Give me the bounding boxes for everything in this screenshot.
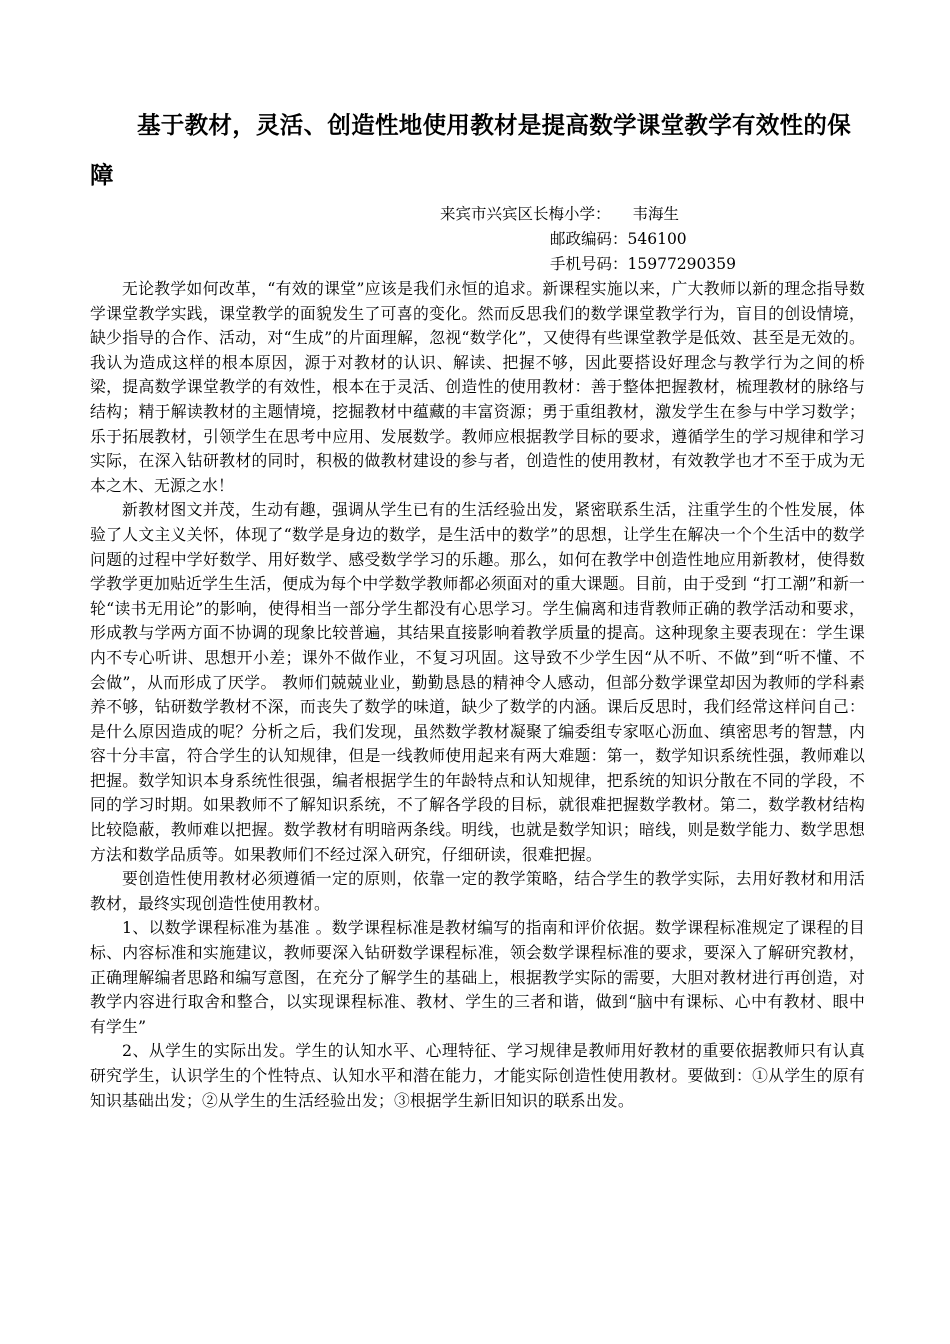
- postcode-line: 邮政编码：546100: [550, 230, 687, 248]
- paragraph-3: 要创造性使用教材必须遵循一定的原则，依靠一定的教学策略，结合学生的教学实际，去用好教材和用活教材，最终实现创造性使用教材。: [90, 869, 865, 913]
- author-info: [90, 202, 865, 277]
- paragraph-5: 2、从学生的实际出发。学生的认知水平、心理特征、学习规律是教师用好教材的重要依据教师只有认真研究学生，认识学生的个性特点、认知水平和潜在能力，才能实际创造性使用教材。要做到：①从学生的原有知识基础出发；②从学生的生活经验出发；③根据学生新旧知识的联系出发。: [90, 1041, 865, 1110]
- document-page: [90, 100, 865, 1113]
- phone-line: 手机号码：15977290359: [550, 255, 736, 273]
- document-body: [90, 277, 865, 1113]
- author-name: 韦海生: [632, 205, 680, 223]
- paragraph-4: 1、以数学课程标准为基准 。数学课程标准是教材编写的指南和评价依据。数学课程标准规定了课程的目标、内容标准和实施建议，教师要深入钻研数学课程标准，领会数学课程标准的要求，要深入了解研究教材，正确理解编者思路和编写意图，在充分了解学生的基础上，根据教学实际的需要，大胆对教材进行再创造，对教学内容进行取舍和整合，以实现课程标准、教材、学生的三者和谐，做到“脑中有课标、心中有教材、眼中有学生”: [90, 918, 865, 1036]
- paragraph-1: 无论教学如何改革，“有效的课堂”应该是我们永恒的追求。新课程实施以来，广大教师以新的理念指导数学课堂教学实践，课堂教学的面貌发生了可喜的变化。然而反思我们的数学课堂教学行为，盲目的创设情境，缺少指导的合作、活动，对“生成”的片面理解，忽视“数学化”，又使得有些课堂教学是低效、甚至是无效的。我认为造成这样的根本原因，源于对教材的认识、解读、把握不够，因此要搭设好理念与教学行为之间的桥梁，提高数学课堂教学的有效性，根本在于灵活、创造性的使用教材：善于整体把握教材，梳理教材的脉络与结构；精于解读教材的主题情境，挖掘教材中蕴藏的丰富资源；勇于重组教材，激发学生在参与中学习数学；乐于拓展教材，引领学生在思考中应用、发展数学。教师应根据教学目标的要求，遵循学生的学习规律和学习实际，在深入钻研教材的同时，积极的做教材建设的参与者，创造性的使用教材，有效教学也才不至于成为无本之木、无源之水！: [90, 279, 865, 495]
- author-organization: 来宾市兴宾区长梅小学：: [440, 205, 611, 223]
- paragraph-2: 新教材图文并茂，生动有趣，强调从学生已有的生活经验出发，紧密联系生活，注重学生的个性发展，体验了人文主义关怀，体现了“数学是身边的数学，是生活中的数学”的思想，让学生在解决一个个生活中的数学问题的过程中学好数学、用好数学、感受数学学习的乐趣。那么，如何在教学中创造性地应用新教材，使得数学教学更加贴近学生生活，便成为每个中学数学教师都必须面对的重大课题。目前，由于受到 “打工潮”和新一轮“读书无用论”的影响，使得相当一部分学生都没有心思学习。学生偏离和违背教师正确的教学活动和要求，形成教与学两方面不协调的现象比较普遍，其结果直接影响着教学质量的提高。这种现象主要表现在：学生课内不专心听讲、思想开小差；课外不做作业，不复习巩固。这导致不少学生因“从不听、不做”到“听不懂、不会做”，从而形成了厌学。 教师们兢兢业业，勤勤恳恳的精神令人感动，但部分数学课堂却因为教师的学科素养不够，钻研数学教材不深，而丧失了数学的味道，缺少了数学的内涵。课后反思时，我们经常这样问自己：是什么原因造成的呢？分析之后，我们发现，虽然数学教材凝聚了编委组专家呕心沥血、缜密思考的智慧，内容十分丰富，符合学生的认知规律，但是一线教师使用起来有两大难题：第一，数学知识系统性强，教师难以把握。数学知识本身系统性很强，编者根据学生的年龄特点和认知规律，把系统的知识分散在不同的学段，不同的学习时期。如果教师不了解知识系统，不了解各学段的目标，就很难把握数学教材。第二，数学教材结构比较隐蔽，教师难以把握。数学教材有明暗两条线。明线，也就是数学知识；暗线，则是数学能力、数学思想方法和数学品质等。如果教师们不经过深入研究，仔细研读，很难把握。: [90, 500, 865, 864]
- author-line: [90, 202, 865, 227]
- document-title: 基于教材，灵活、创造性地使用教材是提高数学课堂教学有效性的保障: [90, 111, 851, 189]
